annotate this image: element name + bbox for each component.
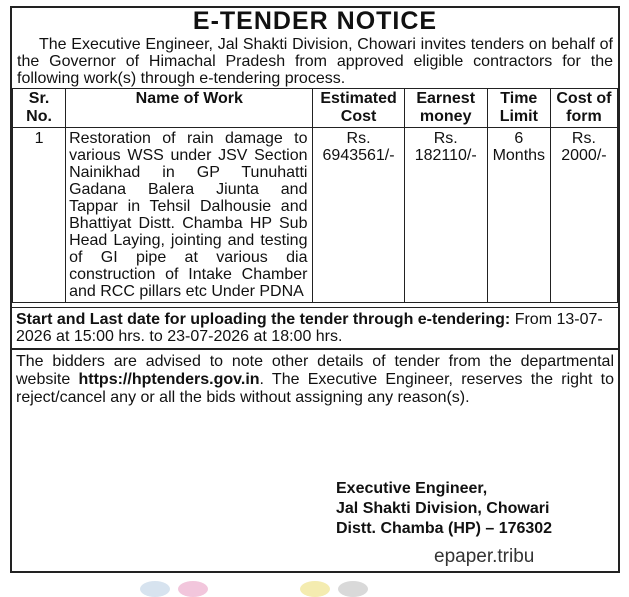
signature-line-1: Executive Engineer, [336, 480, 488, 497]
header-name: Name of Work [66, 89, 313, 128]
cell-cost: Rs. 6943561/- [313, 128, 404, 303]
signature-line-2: Jal Shakti Division, Chowari [336, 500, 550, 517]
decor-blob-3 [300, 581, 330, 597]
table-header-row [13, 89, 618, 128]
cell-form: Rs. 2000/- [550, 128, 617, 303]
header-time: Time Limit [487, 89, 550, 128]
cell-name: Restoration of rain damage to various WSS under JSV Section Nainikhad in GP Tunuhatti Gadana Balera Jiunta and Tappar in Tehsil Dalhousie and Bhattiyat Distt. Chamba HP Sub Head Laying, jointing and testing of GI pipe at various dia construction of Intake Chamber and RCC pillars etc Under PDNA [66, 128, 313, 303]
bidders-note [12, 350, 618, 410]
bidders-text-before: The bidders are advised to note other details of tender from the departmental website [16, 353, 614, 388]
decor-blob-1 [140, 581, 170, 597]
header-cost: Estimated Cost [313, 89, 404, 128]
epaper-watermark: epaper.tribu [434, 546, 535, 567]
tender-table [12, 88, 618, 303]
signature-block [336, 479, 552, 539]
cell-time: 6 Months [487, 128, 550, 303]
bottom-decorative-strip [0, 576, 629, 589]
header-form: Cost of form [550, 89, 617, 128]
decor-blob-2 [178, 581, 208, 597]
header-sr: Sr. No. [13, 89, 66, 128]
cell-emd: Rs. 182110/- [404, 128, 487, 303]
dates-text: From 13-07-2026 at 15:00 hrs. to 23-07-2026 at 18:00 hrs. [16, 311, 603, 345]
tender-website-link[interactable]: https://hptenders.gov.in [78, 371, 260, 388]
bidders-text-after: . The Executive Engineer, reserves the right to reject/cancel any or all the bids without assigning any reason(s). [16, 371, 614, 406]
decor-blob-4 [338, 581, 368, 597]
header-emd: Earnest money [404, 89, 487, 128]
tender-dates [12, 307, 618, 350]
tender-table-wrap [12, 88, 618, 303]
notice-title: E-TENDER NOTICE [192, 7, 438, 35]
signature-line-3: Distt. Chamba (HP) – 176302 [336, 520, 553, 537]
cell-sr: 1 [13, 128, 66, 303]
intro-text: The Executive Engineer, Jal Shakti Division, Chowari invites tenders on behalf of the Governor of Himachal Pradesh from approved eligible contractors for the following work(s) through e-tendering process. [17, 36, 613, 87]
dates-label: Start and Last date for uploading the tender through e-tendering: [16, 311, 511, 328]
table-row [13, 128, 618, 303]
intro-paragraph [12, 34, 618, 87]
